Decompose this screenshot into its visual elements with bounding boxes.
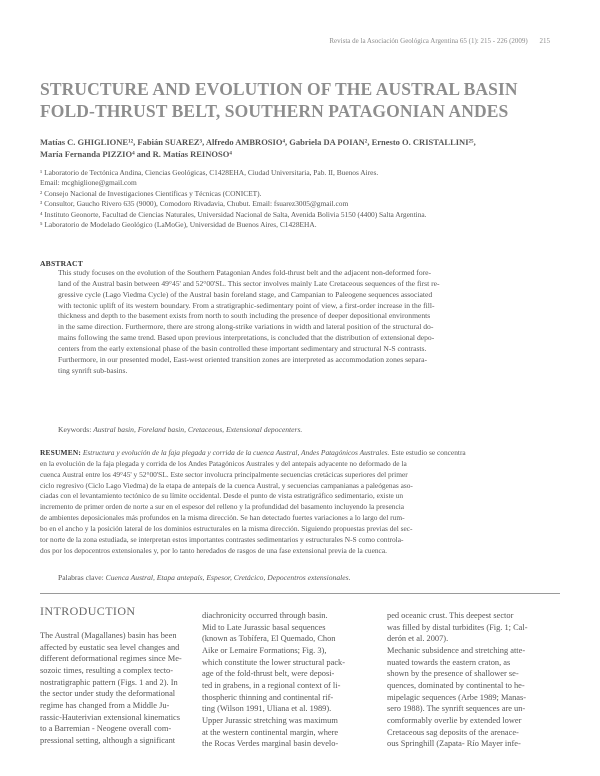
body-line: which constitute the lower structural pack-	[202, 657, 346, 667]
running-header	[300, 37, 550, 45]
affiliations	[40, 168, 560, 230]
author-list	[40, 137, 560, 160]
affiliation: ¹ Laboratorio de Tectónica Andina, Ciencias Geológicas, C1428EHA, Ciudad Universitaria, Pab. II, Buenos Aires.	[40, 168, 379, 177]
resumen-line: cuenca Austral entre los 49°45' y 52°00'SL. Este sector involucra principalmente secuencias cretácicas superiores del primer	[40, 469, 408, 479]
body-line: Upper Jurassic stretching was maximum	[202, 715, 338, 725]
page-number: 215	[539, 37, 550, 45]
body-line: thospheric thinning and continental rif-	[202, 692, 334, 702]
body-line: derón et al. 2007).	[387, 634, 449, 644]
resumen-line: de ambientes deposicionales más profundos en la misma dirección. Se han detectado fuertes variaciones a lo largo del rum-	[40, 513, 405, 523]
body-line: mipelagic sequences (Arbe 1989; Manas-	[387, 692, 527, 702]
paper-title	[40, 78, 560, 122]
abstract-line: with tectonic uplift of its western boundary. From a stratigraphic-sedimentary point of view, a first-order increase in the fill-	[58, 300, 435, 310]
body-line: nostratigraphic pattern (Figs. 1 and 2). In	[40, 677, 178, 687]
resumen-line: bo en el ancho y la posición lateral de los dominios estructurales en la misma dirección. Siguiendo propuestas previas del sec-	[40, 523, 413, 533]
abstract-line: Furthermore, in our presented model, East-west oriented transition zones are interpreted as accommodation zones separa-	[58, 354, 428, 364]
body-line: ous Springhill (Zapata- Río Mayer infe-	[387, 739, 521, 749]
journal-citation: Revista de la Asociación Geológica Argentina 65 (1): 215 - 226 (2009)	[329, 37, 528, 45]
body-line: different deformational regimes since Me-	[40, 654, 182, 664]
body-line: affected by eustatic sea level changes and	[40, 642, 180, 652]
abstract-line: thickness and depth to the basement exists from north to south including the presence of deeper depositional environments	[58, 311, 431, 321]
affiliation: ³ Consultor, Gaucho Rivero 635 (9000), Comodoro Rivadavia, Chubut. Email: fsuarez3005@gmail.com	[40, 199, 349, 209]
body-line: sero 1988). The synrift sequences are un-	[387, 704, 526, 714]
affiliation: Email: mcghiglione@gmail.com	[40, 178, 137, 188]
keywords-text: Austral basin, Foreland basin, Cretaceous, Extensional depocenters.	[93, 425, 303, 434]
author-line: Matías C. GHIGLIONE¹², Fabián SUAREZ³, Alfredo AMBROSIO⁴, Gabriela DA POIAN², Ernesto O. CRISTALLINI²⁵,	[40, 137, 476, 147]
body-line: ting (Wilson 1991, Uliana et al. 1989).	[202, 704, 332, 714]
abstract-line: land of the Austral basin between 49°45' and 52°00'SL. This sector involves mainly Late Cretaceous sequences of the first re-	[58, 278, 440, 288]
palabras-clave-text: Cuenca Austral, Etapa antepaís, Espesor, Cretácico, Depocentros extensionales.	[105, 573, 351, 582]
resumen-line: ciclo regresivo (Ciclo Lago Viedma) de la etapa de antepaís de la cuenca Austral, y secuencias campanianas a paleógenas aso-	[40, 480, 413, 490]
resumen-line: ciadas con el levantamiento tectónico de su límite occidental. Desde el punto de vista estratigráfico sedimentario, existe un	[40, 491, 404, 501]
resumen-body	[40, 448, 560, 556]
body-line: ted in grabens, in a regional context of li-	[202, 680, 341, 690]
body-line: ped oceanic crust. This deepest sector	[387, 611, 514, 620]
body-line: regime has changed from a Middle Ju-	[40, 700, 170, 710]
body-column-2	[202, 610, 372, 750]
resumen-line: tor norte de la zona estudiada, se interpretan estos importantes contrastes sedimentarios y estructurales N-S como controla-	[40, 534, 404, 544]
abstract-line: centers from the early extensional phase of the basin controlled these important sedimentary and structural N-S contrasts.	[58, 343, 427, 353]
abstract-line: mains following the same trend. Based upon previous interpretations, is concluded that the distribution of extensional depo-	[58, 333, 435, 343]
resumen-first-line	[40, 448, 560, 459]
body-line: Cretaceous sag deposits of the arenace-	[387, 727, 519, 737]
abstract-body	[58, 268, 558, 376]
abstract-line: in the same direction. Furthermore, there are strong along-strike variations in width and lateral position of the structural do-	[58, 322, 434, 332]
body-line: the Rocas Verdes marginal basin develo-	[202, 739, 339, 749]
body-line: at the western continental margin, where	[202, 727, 339, 737]
resumen-label: RESUMEN:	[40, 448, 82, 457]
introduction-heading: INTRODUCTION	[40, 604, 136, 618]
section-divider	[40, 593, 560, 594]
abstract-heading: ABSTRACT	[40, 259, 83, 268]
abstract-line: gressive cycle (Lago Viedma Cycle) of the Austral basin foreland stage, and Campanian to Paleogene sequences associated	[58, 289, 433, 299]
body-column-3	[387, 610, 557, 750]
body-line: sozoic times, resulting a complex tecto-	[40, 665, 174, 675]
affiliation: ² Consejo Nacional de Investigaciones Científicas y Técnicas (CONICET).	[40, 188, 262, 198]
body-line: was filled by distal turbidites (Fig. 1; Cal-	[387, 622, 528, 632]
body-line: shown by the presence of shallower se-	[387, 669, 519, 679]
body-column-1	[40, 630, 190, 747]
body-line: Aike or Lemaire Formations; Fig. 3),	[202, 645, 327, 655]
body-line: quences, dominated by continental to he-	[387, 680, 525, 690]
body-line: to a Barremian - Neogene overall com-	[40, 724, 172, 734]
body-line: comformably overlie by extended lower	[387, 715, 522, 725]
keywords	[58, 425, 302, 434]
resumen-line: en la evolución de la faja plegada y corrida de los Andes Patagónicos Australes y del antepaís adyacente no deformado de la	[40, 458, 407, 468]
author-line: María Fernanda PIZZIO⁴ and R. Matías REINOSO⁴	[40, 148, 232, 159]
body-line: The Austral (Magallanes) basin has been	[40, 631, 177, 640]
body-line: diachronicity occurred through basin.	[202, 611, 328, 620]
resumen-first-rest: Este estudio se concentra	[389, 448, 466, 457]
body-line: (known as Tobífera, El Quemado, Chon	[202, 634, 336, 644]
body-line: Mechanic subsidence and stretching atte-	[387, 645, 526, 655]
resumen-line: incremento de primer orden de norte a sur en el espesor del relleno y la profundidad del basamento incluyendo la presencia	[40, 502, 405, 512]
body-line: the sector under study the deformational	[40, 689, 176, 699]
title-line: FOLD-THRUST BELT, SOUTHERN PATAGONIAN ANDES	[40, 101, 509, 121]
body-line: nuated towards the eastern craton, as	[387, 657, 511, 667]
body-line: Mid to Late Jurassic basal sequences	[202, 622, 326, 632]
affiliation: ⁵ Laboratorio de Modelado Geológico (LaMoGe), Universidad de Buenos Aires, C1428EHA.	[40, 220, 317, 230]
affiliation: ⁴ Instituto Geonorte, Facultad de Ciencias Naturales, Universidad Nacional de Salta, Avenida Bolivia 5150 (4400) Salta Argentina.	[40, 209, 427, 219]
body-line: pressional setting, although a significant	[40, 735, 176, 745]
resumen-line: dos por los depocentros extensionales y, por lo tanto heredados de rasgos de una fase extensional previa de la cuenca.	[40, 545, 387, 555]
body-line: age of the fold-thrust belt, were deposi-	[202, 669, 335, 679]
abstract-line: ting synrift sub-basins.	[58, 365, 128, 375]
abstract-line: This study focuses on the evolution of the Southern Patagonian Andes fold-thrust belt and the adjacent non-deformed fore-	[58, 268, 432, 277]
keywords-label: Keywords:	[58, 425, 92, 434]
palabras-clave	[58, 573, 350, 582]
title-line: STRUCTURE AND EVOLUTION OF THE AUSTRAL BASIN	[40, 79, 518, 99]
body-line: rassic-Hauterivian extensional kinematics	[40, 712, 180, 722]
resumen-title: Estructura y evolución de la faja plegada y corrida de la cuenca Austral, Andes Patagónicos Australes.	[82, 448, 390, 457]
palabras-clave-label: Palabras clave:	[58, 573, 104, 582]
